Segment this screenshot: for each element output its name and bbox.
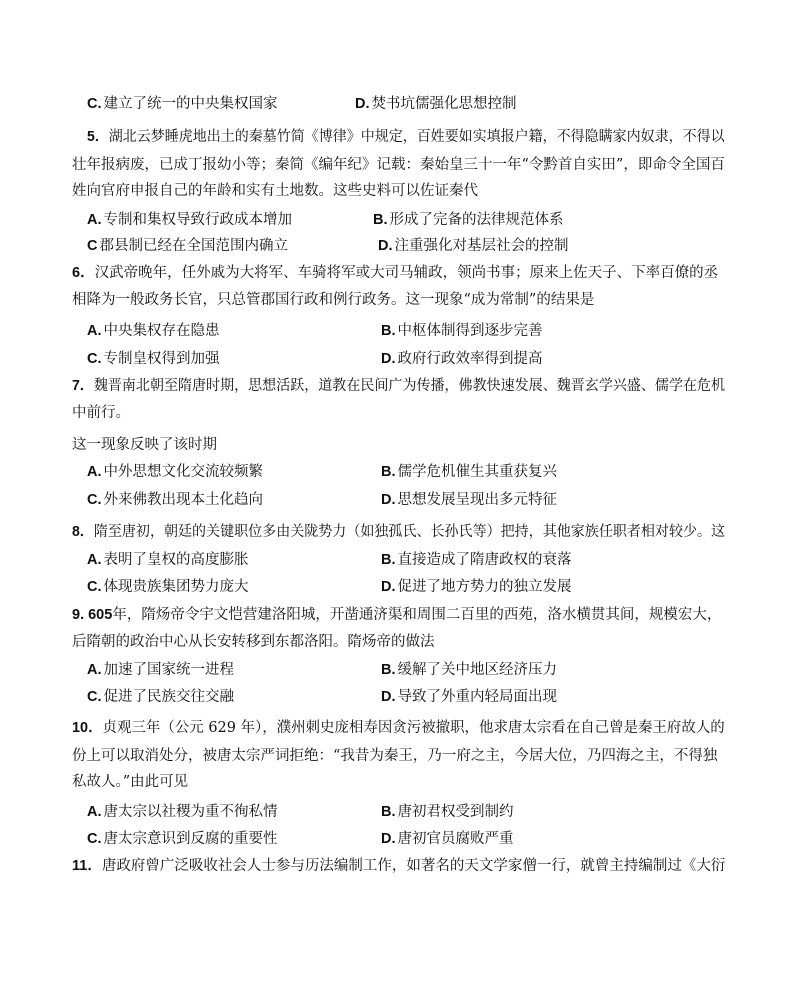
q5-options-row-1 <box>87 210 727 230</box>
q6-options-row-1 <box>87 321 727 341</box>
q7-options-row-1 <box>87 462 727 482</box>
q8-option-b: B. 直接造成了隋唐政权的衰落 <box>381 552 572 568</box>
q10-option-c: C. 唐太宗意识到反腐的重要性 <box>87 831 278 847</box>
q10-stem-line-3: 私故人。”由此可见 <box>72 774 189 790</box>
q8-option-a: A. 表明了皇权的高度膨胀 <box>87 552 249 568</box>
q9-option-b: B. 缓解了关中地区经济压力 <box>381 662 557 678</box>
q8-options-row-1 <box>87 550 727 570</box>
q7-stem-line-2: 中前行。 <box>72 405 130 421</box>
q10-stem-line-1: 10．贞观三年（公元 629 年），濮州刺史庞相寿因贪污被撤职，他求唐太宗看在自己曾是秦王府故人的 <box>72 720 725 736</box>
q6-options-row-2 <box>87 349 727 369</box>
q7-stem-line-3: 这一现象反映了该时期 <box>72 437 217 453</box>
q6-option-a: A. 中央集权存在隐患 <box>87 323 220 339</box>
q8-options-row-2 <box>87 577 727 597</box>
q10-options-row-2 <box>87 829 727 849</box>
q4-options-row-1 <box>87 94 727 114</box>
q5-stem-line-2: 壮年报病废，已成丁报幼小等；秦简《编年纪》记载：秦始皇三十一年“令黔首自实田”，即命令全国百 <box>72 157 725 173</box>
q5-option-d: D. 注重强化对基层社会的控制 <box>378 238 569 254</box>
q7-stem-line-1: 7．魏晋南北朝至隋唐时期，思想活跃，道教在民间广为传播，佛教快速发展、魏晋玄学兴盛、儒学在危机 <box>72 378 726 394</box>
q9-options-row-1 <box>87 660 727 680</box>
q10-option-d: D. 唐初官员腐败严重 <box>381 831 514 847</box>
q7-options-row-2 <box>87 490 727 510</box>
q10-option-a: A. 唐太宗以社稷为重不徇私情 <box>87 804 278 820</box>
q5-option-c: C 郡县制已经在全国范围内确立 <box>87 238 288 254</box>
q8-option-c: C. 体现贵族集团势力庞大 <box>87 579 249 595</box>
q6-stem-line-2: 相降为一般政务长官，只总管郡国行政和例行政务。这一现象“成为常制”的结果是 <box>72 292 595 308</box>
q8-stem-line-1: 8．隋至唐初，朝廷的关键职位多由关陇势力（如独孤氏、长孙氏等）把持，其他家族任职者相对较少。这 <box>72 524 726 540</box>
q5-option-b: B. 形成了完备的法律规范体系 <box>373 212 564 228</box>
q5-stem-line-3: 姓向官府申报自己的年龄和实有土地数。这些史料可以佐证秦代 <box>72 183 478 199</box>
q7-option-d: D. 思想发展呈现出多元特征 <box>381 492 557 508</box>
q9-options-row-2 <box>87 687 727 707</box>
q9-stem-line-1: 9. 605年，隋炀帝令宇文恺营建洛阳城，开凿通济渠和周围二百里的西苑，洛水横贯其间，规模宏大， <box>72 607 722 623</box>
q10-stem-line-2: 份上可以取消处分，被唐太宗严词拒绝：“我昔为秦王，乃一府之主，今居大位，乃四海之主，不得独 <box>72 748 718 764</box>
q4-option-d: D. 焚书坑儒强化思想控制 <box>355 96 517 112</box>
q10-options-row-1 <box>87 802 727 822</box>
q11-stem-line-1: 11．唐政府曾广泛吸收社会人士参与历法编制工作，如著名的天文学家僧一行，就曾主持编制过《大衍 <box>72 858 726 874</box>
q7-option-a: A. 中外思想文化交流较频繁 <box>87 464 263 480</box>
q6-option-b: B. 中枢体制得到逐步完善 <box>381 323 543 339</box>
q7-option-b: B. 儒学危机催生其重获复兴 <box>381 464 557 480</box>
q6-option-c: C. 专制皇权得到加强 <box>87 351 220 367</box>
q5-option-a: A. 专制和集权导致行政成本增加 <box>87 212 292 228</box>
q10-option-b: B. 唐初君权受到制约 <box>381 804 514 820</box>
q9-option-d: D. 导致了外重内轻局面出现 <box>381 689 557 705</box>
q6-stem-line-1: 6．汉武帝晚年，任外戚为大将军、车骑将军或大司马辅政，领尚书事；原来上佐天子、下率百僚的丞 <box>72 265 719 281</box>
q6-option-d: D. 政府行政效率得到提高 <box>381 351 543 367</box>
q9-stem-line-2: 后隋朝的政治中心从长安转移到东都洛阳。隋炀帝的做法 <box>72 634 435 650</box>
q5-stem-line-1: 5．湖北云梦睡虎地出土的秦墓竹简《博律》中规定，百姓要如实填报户籍，不得隐瞒家内奴隶，不得以 <box>87 129 725 145</box>
q9-option-a: A. 加速了国家统一进程 <box>87 662 234 678</box>
q5-options-row-2 <box>87 236 727 256</box>
q8-option-d: D. 促进了地方势力的独立发展 <box>381 579 572 595</box>
q7-option-c: C. 外来佛教出现本土化趋向 <box>87 492 263 508</box>
q9-option-c: C. 促进了民族交往交融 <box>87 689 234 705</box>
q4-option-c: C. 建立了统一的中央集权国家 <box>87 96 278 112</box>
